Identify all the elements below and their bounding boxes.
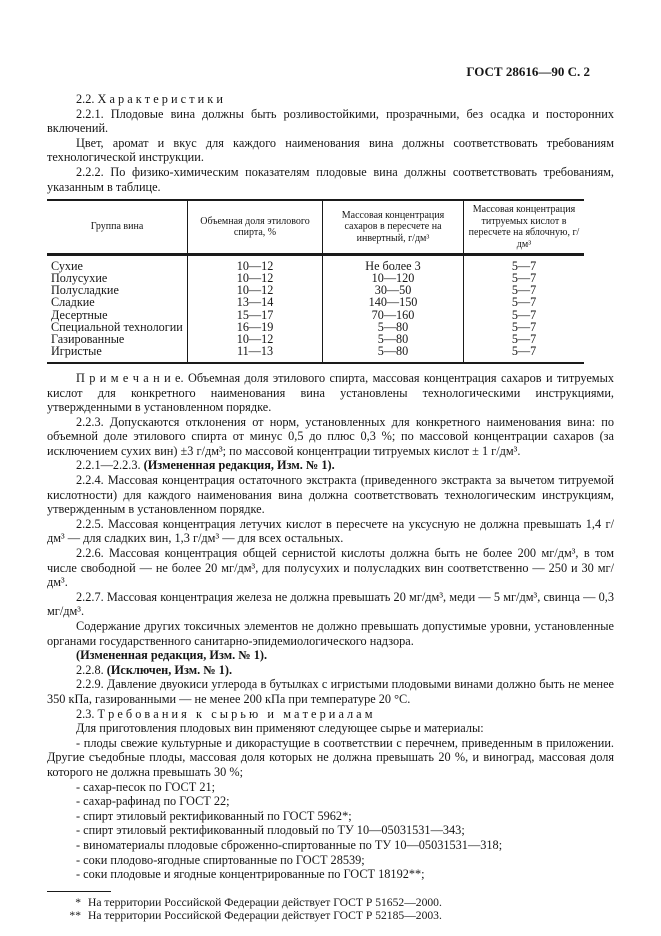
column-header-acids: Массовая концентрация титруемых кислот в пересчете на яблочную, г/дм³ — [464, 200, 585, 255]
column-header-alcohol: Объемная доля этилового спирта, % — [188, 200, 323, 255]
footnote-1 — [47, 896, 614, 909]
table-cell: 5—80 — [323, 345, 464, 363]
paragraph-2-2-3: 2.2.3. Допускаются отклонения от норм, установленных для конкретного наименования вина: по объемной доле этилового спирта от минус 0,5 до плюс 0,3 %; по массовой концентрации сахаров (за исключением сухих вин) ±3 г/дм³; по массовой концентрации титруемых кислот ± 1 г/дм³. — [47, 414, 614, 458]
section-2-3-heading: 2.3. Т р е б о в а н и я к с ы р ь ю и м а т е р и а л а м — [76, 706, 373, 721]
exclusion-note: (Исключен, Изм. № 1). — [106, 662, 233, 677]
table-row — [47, 272, 584, 284]
table-head — [47, 200, 584, 255]
paragraph-lead: 2.2.1—2.2.3. — [76, 458, 144, 473]
paragraph-color-aroma: Цвет, аромат и вкус для каждого наименования вина должны соответствовать требованиям технологической инструкции. — [47, 135, 614, 165]
table-cell: 10—12 — [188, 255, 323, 273]
table-cell: Не более 3 — [323, 255, 464, 273]
table-cell: Газированные — [51, 331, 125, 346]
table-cell: Игристые — [51, 343, 102, 358]
table-cell: 5—7 — [464, 255, 585, 273]
table-cell: 10—120 — [323, 272, 464, 284]
note-label: П р и м е ч а н и е. — [76, 370, 184, 385]
wine-specifications-table — [47, 199, 584, 364]
paragraph-2-2-1: 2.2.1. Плодовые вина должны быть розливостойкими, прозрачными, без осадка и посторонних включений. — [47, 106, 614, 136]
paragraph-2-2-5: 2.2.5. Массовая концентрация летучих кислот в пересчете на уксусную не должна превышать 1,4 г/дм³ — для сладких вин, 1,3 г/дм³ — для всех остальных. — [47, 516, 614, 546]
table-cell: 11—13 — [188, 345, 323, 363]
amendment-note: (Измененная редакция, Изм. № 1). — [143, 458, 335, 473]
table-cell: 5—7 — [464, 272, 585, 284]
table-cell: 5—7 — [464, 309, 585, 321]
table-row — [47, 255, 584, 273]
table-cell: 5—7 — [464, 345, 585, 363]
footnote-marker: ** — [69, 909, 81, 923]
document-header — [47, 64, 614, 79]
footnote-text: На территории Российской Федерации действует ГОСТ Р 52185—2003. — [88, 909, 442, 923]
note-text: Объемная доля этилового спирта, массовая концентрация сахаров и титруемых кислот для конкретного наименования вина установлены технологическими инструкциями, утвержденными в установленном порядке. — [47, 370, 618, 415]
table-cell: 140—150 — [323, 296, 464, 308]
table-cell: 5—7 — [464, 321, 585, 333]
footnote-marker: * — [75, 895, 81, 909]
table-cell: Полусладкие — [51, 283, 119, 298]
table-cell: 5—7 — [464, 333, 585, 345]
table-note — [47, 370, 618, 415]
table-row — [47, 345, 584, 363]
paragraph-2-2-1-to-2-2-3-amendment — [47, 458, 614, 473]
column-header-sugars: Массовая концентрация сахаров в пересчете на инвертный, г/дм³ — [323, 200, 464, 255]
list-item-juices-concentrated: - соки плодовые и ягодные концентрированные по ГОСТ 18192**; — [76, 867, 425, 882]
table-cell: Сладкие — [51, 295, 95, 310]
paragraph-toxic-elements: Содержание других токсичных элементов не должно превышать допустимые уровни, установленные органами государственного санитарно-эпидемиологического надзора. — [47, 619, 614, 648]
table-cell: Полусухие — [51, 271, 108, 286]
table-row — [47, 296, 584, 308]
paragraph-2-2-8 — [47, 663, 614, 678]
paragraph-2-2-4: 2.2.4. Массовая концентрация остаточного экстракта (приведенного экстракта за вычетом титруемой кислотности) для каждого наименования вина должна соответствовать технологическим инструкциям, утвержденным в установленном порядке. — [47, 473, 614, 517]
list-item-sugar-refined: - сахар-рафинад по ГОСТ 22; — [76, 794, 230, 809]
standard-number: ГОСТ 28616—90 С. 2 — [466, 64, 590, 79]
paragraph-amendment — [47, 648, 614, 663]
list-item-wine-materials: - виноматериалы плодовые сброженно-спиртованные по ТУ 10—05031531—318; — [76, 837, 503, 852]
footnote-text: На территории Российской Федерации действует ГОСТ Р 51652—2000. — [88, 895, 442, 909]
paragraph-2-2-2: 2.2.2. По физико-химическим показателям плодовые вина должны соответствовать требованиям, указанным в таблице. — [47, 164, 614, 194]
table-cell: 5—80 — [323, 321, 464, 333]
paragraph-lead: 2.2.8. — [76, 662, 107, 677]
list-item-sugar-sand: - сахар-песок по ГОСТ 21; — [76, 779, 216, 794]
table-body — [47, 255, 584, 363]
list-item-juices-fortified: - соки плодово-ягодные спиртованные по ГОСТ 28539; — [76, 852, 365, 867]
table-row — [47, 284, 584, 296]
footnote-divider — [47, 891, 111, 892]
table-cell: 30—50 — [323, 284, 464, 296]
list-item-fruits: - плоды свежие культурные и дикорастущие в соответствии с перечнем, приведенным в приложении. Другие съедобные плоды, массовая доля которых не должна превышать 20 %, и виноград, массовая доля которого не должна превышать 30 %; — [47, 735, 614, 779]
table-cell: 16—19 — [188, 321, 323, 333]
paragraph-2-2-9: 2.2.9. Давление двуокиси углерода в бутылках с игристыми плодовыми винами должно быть не менее 350 кПа, газированными — не менее 200 кПа при температуре 20 °С. — [47, 677, 614, 706]
table-cell: 15—17 — [188, 309, 323, 321]
table-cell: 70—160 — [323, 309, 464, 321]
table-cell: 13—14 — [188, 296, 323, 308]
list-item-spirit-rectified: - спирт этиловый ректификованный по ГОСТ 5962*; — [76, 808, 352, 823]
amendment-note: (Измененная редакция, Изм. № 1). — [76, 648, 268, 663]
table-row — [47, 321, 584, 333]
section-2-2-heading: 2.2. Х а р а к т е р и с т и к и — [76, 92, 223, 106]
table-cell: 10—12 — [188, 272, 323, 284]
table-cell: 10—12 — [188, 333, 323, 345]
table-cell: Десертные — [51, 307, 108, 322]
list-item-spirit-fruit: - спирт этиловый ректификованный плодовый по ТУ 10—05031531—343; — [76, 823, 465, 838]
footnote-2 — [47, 909, 614, 922]
table-row — [47, 333, 584, 345]
table-cell: Специальной технологии — [51, 319, 183, 334]
column-header-wine-group: Группа вина — [90, 221, 144, 233]
paragraph-2-2-7: 2.2.7. Массовая концентрация железа не должна превышать 20 мг/дм³, меди — 5 мг/дм³, свинца — 0,3 мг/дм³. — [47, 589, 614, 619]
table-cell: Сухие — [51, 259, 83, 274]
paragraph-2-2-6: 2.2.6. Массовая концентрация общей сернистой кислоты должна быть не более 200 мг/дм³, в том числе свободной — не более 20 мг/дм³, для полусухих и полусладких вин соответственно — 250 и 30 мг/дм³. — [47, 546, 614, 590]
table-header-row — [47, 200, 584, 255]
table-cell: 5—7 — [464, 296, 585, 308]
table-cell: 10—12 — [188, 284, 323, 296]
paragraph-raw-materials-intro: Для приготовления плодовых вин применяют следующее сырье и материалы: — [76, 721, 484, 736]
table-row — [47, 309, 584, 321]
table-cell: 5—7 — [464, 284, 585, 296]
table-cell: 5—80 — [323, 333, 464, 345]
